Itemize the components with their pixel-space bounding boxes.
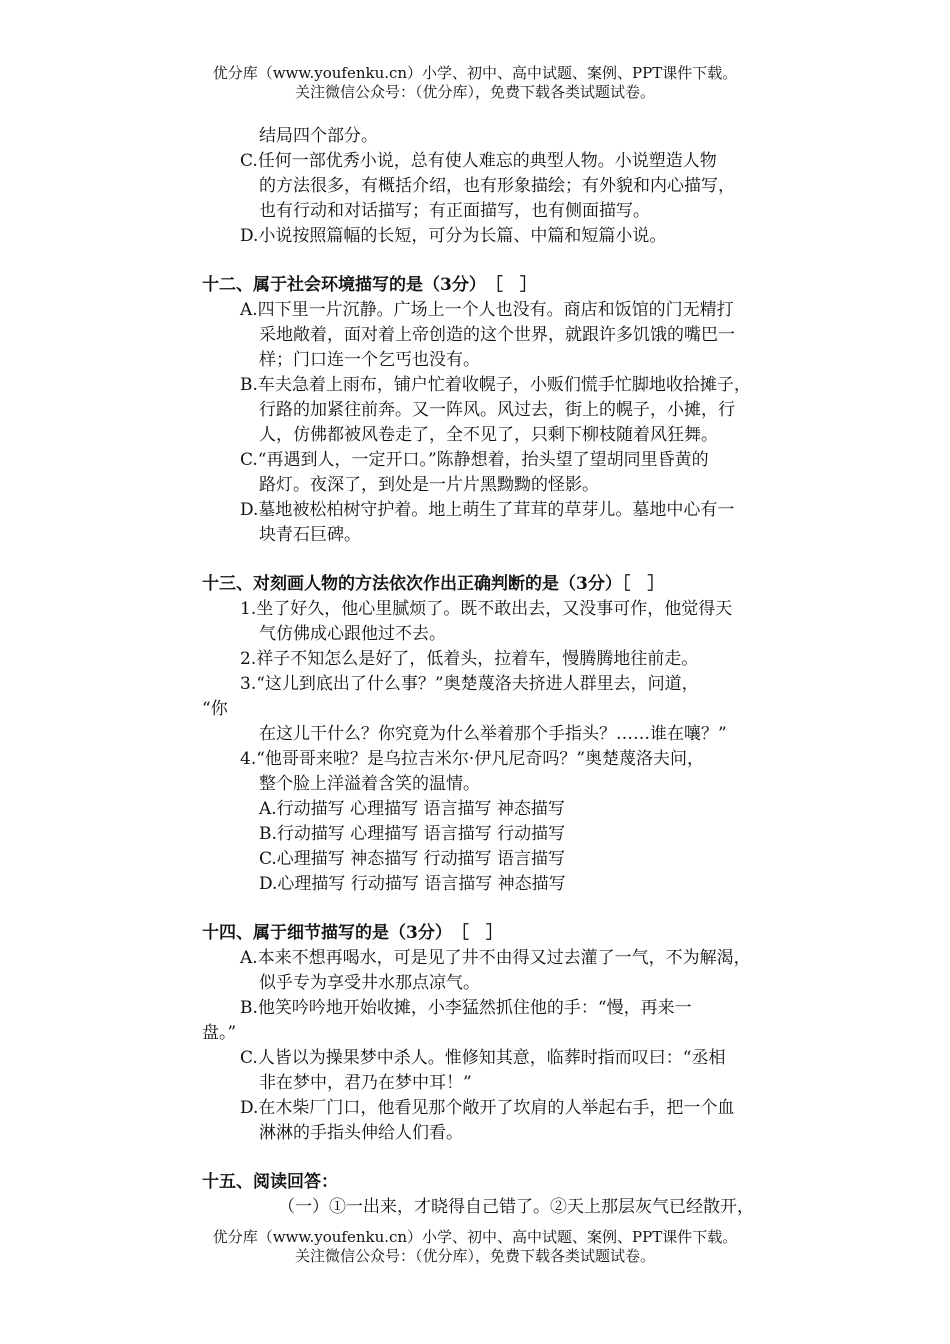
question-13-title: 十三、对刻画人物的方法依次作出正确判断的是（3分）［ ］ [202,574,665,594]
q13-option-c: C.心理描写 神态描写 行动描写 语言描写 [259,849,566,869]
q13-sentence-3b: “你 [202,699,228,719]
q12-option-a-2: 采地敞着，面对着上帝创造的这个世界，就跟许多饥饿的嘴巴一 [259,325,735,345]
q12-option-b-3: 人，仿佛都被风卷走了，全不见了，只剩下柳枝随着风狂舞。 [259,425,718,445]
q13-sentence-3c: 在这儿干什么？你究竟为什么举着那个手指头？……谁在嚷？” [259,724,727,744]
q13-sentence-1b: 气仿佛成心跟他过不去。 [259,624,446,644]
q14-option-c-2: 非在梦中，君乃在梦中耳！” [259,1073,472,1093]
question-14-title: 十四、属于细节描写的是（3分） ［ ］ [202,923,503,943]
q13-sentence-2: 2.祥子不知怎么是好了，低着头，拉着车，慢腾腾地往前走。 [240,649,699,669]
header-line-1: 优分库（www.youfenku.cn）小学、初中、高中试题、案例、PPT课件下载。 [212,64,738,82]
prev-option-d: D.小说按照篇幅的长短，可分为长篇、中篇和短篇小说。 [240,226,667,246]
prev-option-c-2: 的方法很多，有概括介绍，也有形象描绘；有外貌和内心描写， [259,176,735,196]
q12-option-d-2: 块青石巨碑。 [259,525,361,545]
q14-option-a-2: 似乎专为享受井水那点凉气。 [259,973,480,993]
prev-tail: 结局四个部分。 [259,126,378,146]
q13-sentence-4a: 4.“他哥哥来啦？是乌拉吉米尔·伊凡尼奇吗？”奥楚蔑洛夫问， [240,749,705,769]
q14-option-b-2: 盘。” [202,1023,237,1043]
q15-passage-line-1: （一）①一出来，才晓得自己错了。②天上那层灰气已经散开， [278,1197,754,1217]
q13-option-d: D.心理描写 行动描写 语言描写 神态描写 [259,874,566,894]
prev-option-c-1: C.任何一部优秀小说，总有使人难忘的典型人物。小说塑造人物 [240,151,717,171]
document-body [202,124,814,1220]
question-12-title: 十二、属于社会环境描写的是（3分） ［ ］ [202,275,537,295]
q12-option-a-3: 样；门口连一个乞丐也没有。 [259,350,480,370]
q13-sentence-3a: 3.“这儿到底出了什么事？”奥楚蔑洛夫挤进人群里去，问道， [240,674,699,694]
footer-line-1: 优分库（www.youfenku.cn）小学、初中、高中试题、案例、PPT课件下载。 [212,1228,738,1246]
q12-option-a-1: A.四下里一片沉静。广场上一个人也没有。商店和饭馆的门无精打 [240,300,734,320]
question-15-title: 十五、阅读回答： [202,1172,338,1192]
header-line-2: 关注微信公众号：（优分库），免费下载各类试题试卷。 [294,83,655,101]
page-footer [0,1228,950,1266]
q14-option-b-1: B.他笑吟吟地开始收摊，小李猛然抓住他的手：“慢，再来一 [240,998,692,1018]
q12-option-d-1: D.墓地被松柏树守护着。地上萌生了茸茸的草芽儿。墓地中心有一 [240,500,735,520]
q14-option-d-2: 淋淋的手指头伸给人们看。 [259,1123,463,1143]
q12-option-c-2: 路灯。夜深了，到处是一片片黑黝黝的怪影。 [259,475,599,495]
q14-option-a-1: A.本来不想再喝水，可是见了井不由得又过去灌了一气，不为解渴， [240,948,751,968]
q13-option-a: A.行动描写 心理描写 语言描写 神态描写 [259,799,565,819]
prev-option-c-3: 也有行动和对话描写；有正面描写，也有侧面描写。 [259,201,650,221]
footer-line-2: 关注微信公众号：（优分库），免费下载各类试题试卷。 [294,1247,655,1265]
q12-option-b-1: B.车夫急着上雨布，铺户忙着收幌子，小贩们慌手忙脚地收拾摊子， [240,375,751,395]
q13-sentence-4b: 整个脸上洋溢着含笑的温情。 [259,774,480,794]
page-header [0,64,950,102]
q12-option-b-2: 行路的加紧往前奔。又一阵风。风过去，街上的幌子，小摊，行 [259,400,735,420]
q12-option-c-1: C.“再遇到人，一定开口。”陈静想着，抬头望了望胡同里昏黄的 [240,450,709,470]
q14-option-d-1: D.在木柴厂门口，他看见那个敞开了坎肩的人举起右手，把一个血 [240,1098,735,1118]
q14-option-c-1: C.人皆以为操果梦中杀人。惟修知其意，临葬时指而叹曰：“丞相 [240,1048,726,1068]
q13-option-b: B.行动描写 心理描写 语言描写 行动描写 [259,824,566,844]
q13-sentence-1a: 1.坐了好久，他心里腻烦了。既不敢出去，又没事可作，他觉得天 [240,599,733,619]
